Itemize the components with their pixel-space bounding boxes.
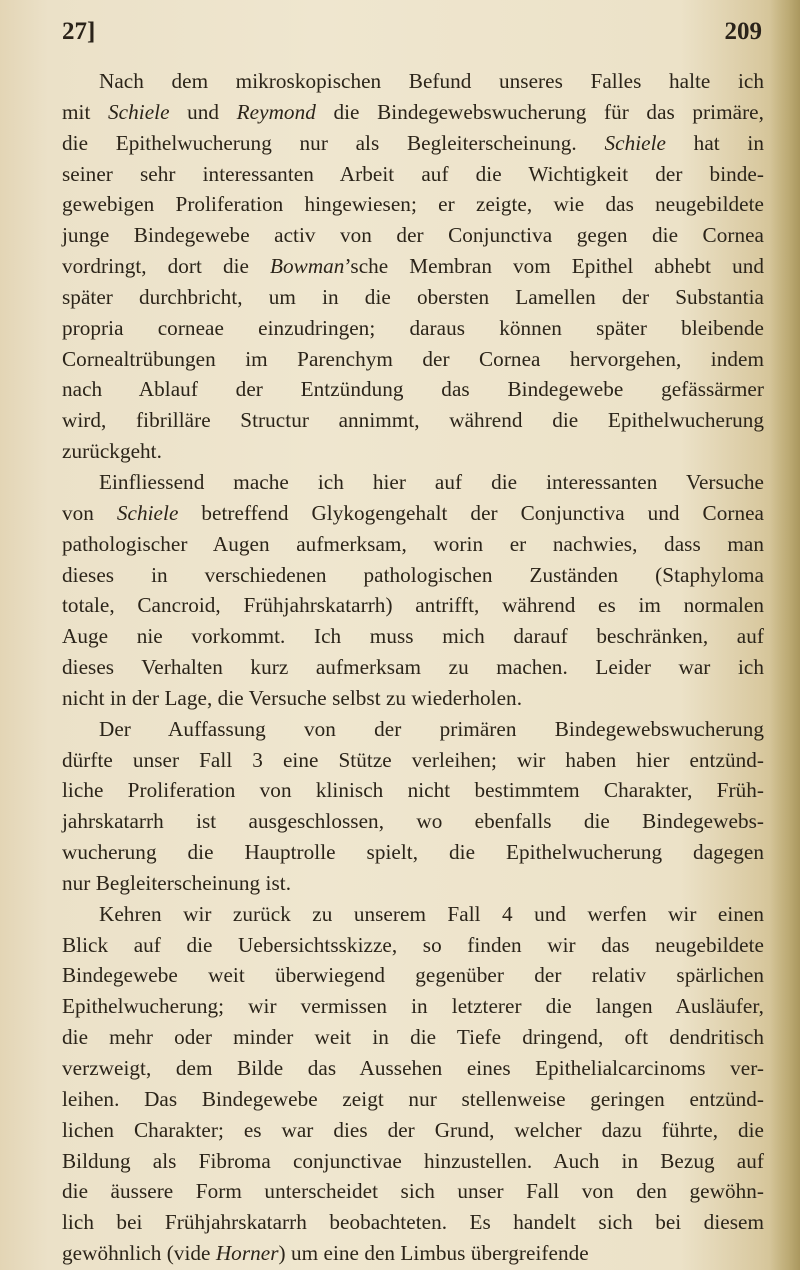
text-run: lichen Charakter; es war dies der Grund, welcher dazu führte, die <box>62 1117 764 1142</box>
text-run: ’sche Membran vom Epithel abhebt und <box>344 254 764 279</box>
text-run: pathologischer Augen aufmerksam, worin er nachwies, dass man <box>62 531 764 556</box>
text-run: Bildung als Fibroma conjunctivae hinzustellen. Auch in Bezug auf <box>62 1148 764 1173</box>
text-line <box>62 97 764 128</box>
text-line <box>62 652 764 683</box>
text-run: nicht in der Lage, die Versuche selbst zu wiederholen. <box>62 685 523 710</box>
text-run: wird, fibrilläre Structur annimmt, während die Epithelwucherung <box>62 408 764 433</box>
text-run: propria corneae einzudringen; daraus können später bleibende <box>62 315 764 340</box>
text-run: Bindegewebe weit überwiegend gegenüber der relativ spärlichen <box>62 963 764 988</box>
italic-name: Schiele <box>116 500 179 525</box>
paragraph <box>62 66 764 467</box>
page-gutter-shadow <box>770 0 800 1270</box>
text-run: die mehr oder minder weit in die Tiefe dringend, oft dendritisch <box>62 1025 764 1050</box>
page-number-left: 27] <box>62 18 96 45</box>
text-line <box>62 1176 764 1207</box>
text-line <box>62 1053 764 1084</box>
text-line <box>62 868 764 899</box>
text-run: dieses Verhalten kurz aufmerksam zu machen. Leider war ich <box>62 655 764 680</box>
text-run: jahrskatarrh ist ausgeschlossen, wo ebenfalls die Bindegewebs- <box>62 809 764 834</box>
text-line <box>62 560 764 591</box>
text-line <box>62 344 764 375</box>
text-run: seiner sehr interessanten Arbeit auf die Wichtigkeit der binde- <box>62 161 764 186</box>
text-run: ) um eine den Limbus übergreifende <box>278 1241 589 1266</box>
page-header <box>62 18 762 48</box>
text-run: Auge nie vorkommt. Ich muss mich darauf beschränken, auf <box>62 624 764 649</box>
text-line <box>62 1238 764 1269</box>
text-line <box>62 590 764 621</box>
text-line <box>62 991 764 1022</box>
text-run: gewebigen Proliferation hingewiesen; er zeigte, wie das neugebildete <box>62 192 764 217</box>
text-line <box>62 128 764 159</box>
text-run: wucherung die Hauptrolle spielt, die Epithelwucherung dagegen <box>62 840 764 865</box>
text-run: junge Bindegewebe activ von der Conjunctiva gegen die Cornea <box>62 223 764 248</box>
text-line <box>62 1022 764 1053</box>
text-line <box>62 282 764 313</box>
italic-name: Schiele <box>604 130 666 155</box>
text-line <box>62 683 764 714</box>
text-line <box>62 405 764 436</box>
text-run: totale, Cancroid, Frühjahrskatarrh) antrifft, während es im normalen <box>62 593 764 618</box>
text-line <box>62 930 764 961</box>
text-line <box>62 498 764 529</box>
text-run: liche Proliferation von klinisch nicht bestimmtem Charakter, Früh- <box>62 778 764 803</box>
body-text <box>62 66 764 1269</box>
page-number-right: 209 <box>724 18 762 45</box>
paragraph <box>62 899 764 1269</box>
text-run: von <box>62 500 117 525</box>
text-line <box>99 66 764 97</box>
text-line <box>62 189 764 220</box>
text-line <box>62 806 764 837</box>
italic-name: Horner <box>215 1241 279 1266</box>
text-run: später durchbricht, um in die obersten Lamellen der Substantia <box>62 284 764 309</box>
text-run: Blick auf die Uebersichtsskizze, so finden wir das neugebildete <box>62 932 764 957</box>
text-run: hat in <box>666 130 764 155</box>
text-line <box>62 960 764 991</box>
text-line <box>62 313 764 344</box>
text-line <box>62 775 764 806</box>
text-line <box>62 159 764 190</box>
text-line <box>99 467 764 498</box>
text-line <box>62 1084 764 1115</box>
text-line <box>62 1146 764 1177</box>
text-line <box>99 899 764 930</box>
text-run: Cornealtrübungen im Parenchym der Cornea hervorgehen, indem <box>62 346 764 371</box>
italic-name: Reymond <box>236 99 316 124</box>
text-run: dürfte unser Fall 3 eine Stütze verleihen; wir haben hier entzünd- <box>62 747 764 772</box>
text-line <box>62 251 764 282</box>
text-line <box>62 621 764 652</box>
text-line <box>62 374 764 405</box>
text-run: Nach dem mikroskopischen Befund unseres Falles halte ich <box>99 69 764 93</box>
text-line <box>62 436 764 467</box>
text-run: mit <box>62 99 109 124</box>
text-run: gewöhnlich (vide <box>62 1241 216 1266</box>
text-run: lich bei Frühjahrskatarrh beobachteten. Es handelt sich bei diesem <box>62 1210 764 1235</box>
text-line <box>62 529 764 560</box>
text-run: nur Begleiterscheinung ist. <box>62 870 292 895</box>
text-run: betreffend Glykogengehalt der Conjunctiva und Cornea <box>178 500 764 525</box>
text-run: Kehren wir zurück zu unserem Fall 4 und werfen wir einen <box>99 901 764 926</box>
text-run: und <box>169 99 237 124</box>
text-run: die äussere Form unterscheidet sich unser Fall von den gewöhn- <box>62 1179 764 1204</box>
text-line <box>62 1207 764 1238</box>
text-line <box>99 714 764 745</box>
text-line <box>62 220 764 251</box>
text-run: Einfliessend mache ich hier auf die interessanten Versuche <box>99 469 764 494</box>
text-run: Epithelwucherung; wir vermissen in letzterer die langen Ausläufer, <box>62 994 764 1019</box>
text-run: verzweigt, dem Bilde das Aussehen eines Epithelialcarcinoms ver- <box>62 1056 764 1080</box>
text-run: die Epithelwucherung nur als Begleiterscheinung. <box>62 130 605 155</box>
text-run: vordringt, dort die <box>62 254 270 279</box>
text-run: Der Auffassung von der primären Bindegewebswucherung <box>99 716 764 741</box>
text-line <box>62 837 764 868</box>
paragraph <box>62 714 764 899</box>
text-line <box>62 745 764 776</box>
text-line <box>62 1115 764 1146</box>
text-run: dieses in verschiedenen pathologischen Zuständen (Staphyloma <box>62 562 764 587</box>
paragraph <box>62 467 764 714</box>
text-run: die Bindegewebswucherung für das primäre, <box>315 99 764 124</box>
italic-name: Bowman <box>270 254 345 279</box>
text-run: zurückgeht. <box>62 439 162 464</box>
italic-name: Schiele <box>108 99 170 124</box>
text-run: leihen. Das Bindegewebe zeigt nur stellenweise geringen entzünd- <box>62 1086 764 1111</box>
text-run: nach Ablauf der Entzündung das Bindegewebe gefässärmer <box>62 377 764 402</box>
